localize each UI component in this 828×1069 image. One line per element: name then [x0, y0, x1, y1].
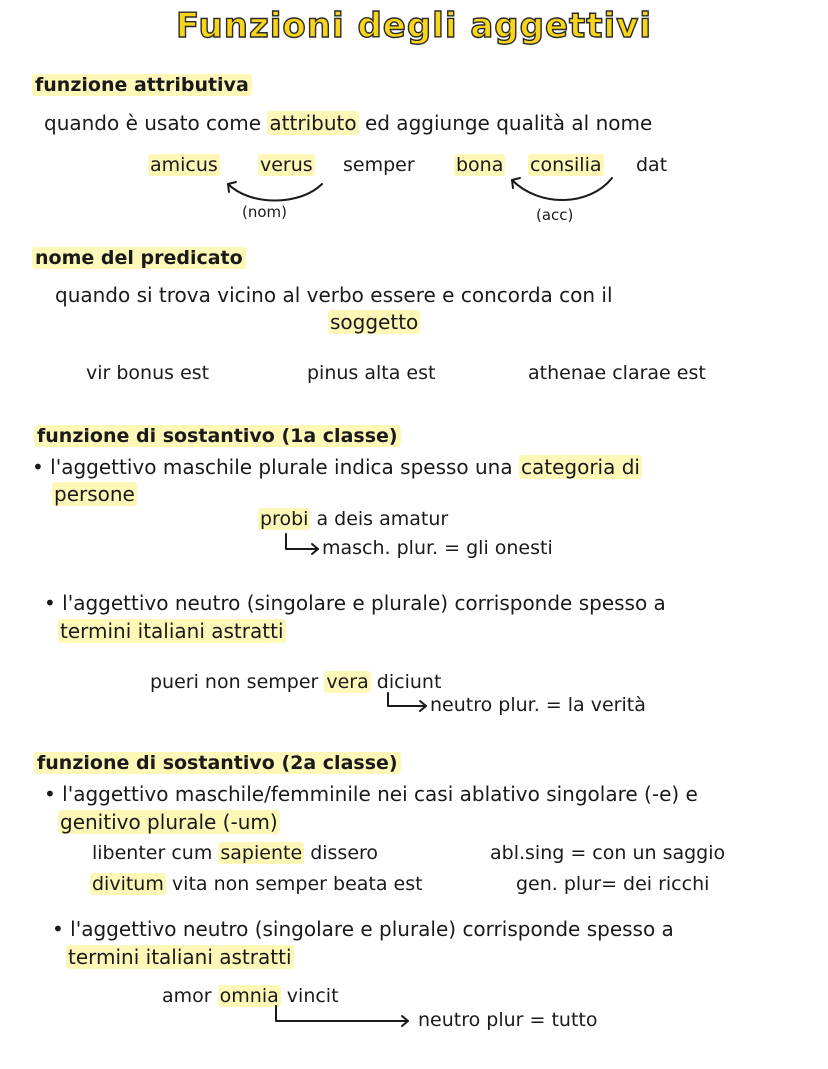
curved-arrow-icon — [512, 178, 612, 200]
sost1-bullet2-line1: • l'aggettivo neutro (singolare e plurale) corrisponde spesso a — [44, 591, 666, 615]
section-heading-predicato: nome del predicato — [32, 247, 246, 269]
example-word-dat: dat — [636, 154, 668, 176]
elbow-arrow-icon — [286, 534, 318, 549]
attributiva-description: quando è usato come attributo ed aggiunge qualità al nome — [44, 111, 653, 135]
page-title: Funzioni degli aggettivi — [176, 6, 652, 46]
sost1-bullet1-line1: • l'aggettivo maschile plurale indica spesso una categoria di — [32, 455, 640, 479]
sost1-example2: pueri non semper vera diciunt — [150, 671, 442, 693]
sost2-example3-note: neutro plur = tutto — [418, 1009, 598, 1031]
sost2-bullet1-line2: genitivo plurale (-um) — [60, 810, 278, 834]
sost2-bullet2-line1: • l'aggettivo neutro (singolare e plurale) corrisponde spesso a — [52, 917, 674, 941]
sost2-example2: divitum vita non semper beata est — [92, 873, 423, 895]
sost1-example2-note: neutro plur. = la verità — [430, 694, 646, 716]
predicato-example-2: pinus alta est — [307, 362, 436, 384]
sost1-bullet2-line2: termini italiani astratti — [60, 619, 284, 643]
sost1-example1: probi a deis amatur — [260, 508, 449, 530]
curved-arrow-icon — [228, 184, 322, 201]
sost2-example1-note: abl.sing = con un saggio — [490, 842, 726, 864]
sost2-example2-note: gen. plur= dei ricchi — [516, 873, 710, 895]
predicato-description-line2: soggetto — [330, 310, 419, 334]
predicato-example-3: athenae clarae est — [528, 362, 706, 384]
example-word-consilia: consilia — [530, 154, 602, 176]
sost1-example1-note: masch. plur. = gli onesti — [322, 537, 553, 559]
sost2-bullet1-line1: • l'aggettivo maschile/femminile nei casi ablativo singolare (-e) e — [44, 782, 698, 806]
predicato-description-line1: quando si trova vicino al verbo essere e concorda con il — [55, 283, 613, 307]
arrow-head-icon — [312, 544, 318, 554]
arrow-head-icon — [402, 1016, 408, 1026]
example-word-semper: semper — [343, 154, 415, 176]
sost2-example3: amor omnia vincit — [162, 985, 339, 1007]
section-heading-sostantivo-2: funzione di sostantivo (2a classe) — [34, 752, 401, 774]
arrow-head-icon — [420, 701, 426, 711]
section-heading-sostantivo-1: funzione di sostantivo (1a classe) — [34, 425, 401, 447]
arrow-head-icon — [228, 182, 236, 192]
example-word-bona: bona — [456, 154, 504, 176]
case-label-nom: (nom) — [242, 203, 287, 221]
case-label-acc: (acc) — [536, 206, 574, 224]
elbow-arrow-icon — [388, 693, 426, 706]
example-word-amicus: amicus — [150, 154, 218, 176]
sost1-bullet1-line2: persone — [54, 482, 135, 506]
elbow-arrow-icon — [276, 1006, 408, 1021]
example-word-verus: verus — [260, 154, 313, 176]
arrow-head-icon — [512, 178, 520, 188]
predicato-example-1: vir bonus est — [86, 362, 210, 384]
sost2-bullet2-line2: termini italiani astratti — [68, 945, 292, 969]
section-heading-attributiva: funzione attributiva — [32, 74, 252, 96]
sost2-example1: libenter cum sapiente dissero — [92, 842, 379, 864]
